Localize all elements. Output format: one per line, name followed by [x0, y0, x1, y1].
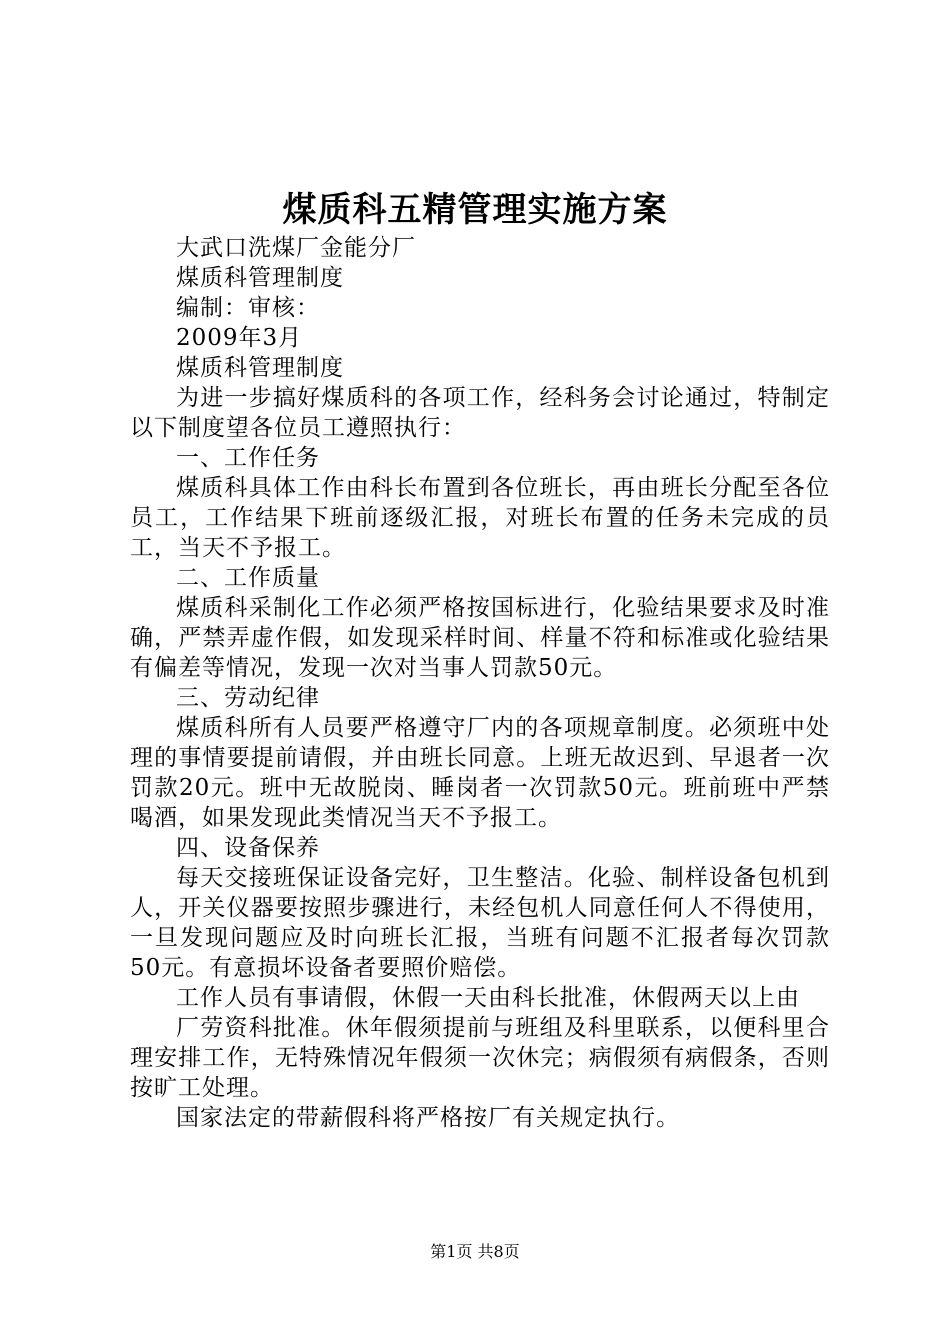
paragraph-leave-continued: 厂劳资科批准。休年假须提前与班组及科里联系，以便科里合理安排工作，无特殊情况年假须一次休完；病假须有病假条，否则按旷工处理。 — [130, 1015, 830, 1101]
document-body — [130, 233, 830, 1133]
paragraph-unit-name: 大武口洗煤厂金能分厂 — [176, 235, 416, 261]
section-heading-equipment: 四、设备保养 — [176, 835, 320, 861]
paragraph-intro: 为进一步搞好煤质科的各项工作，经科务会讨论通过，特制定以下制度望各位员工遵照执行： — [130, 385, 830, 441]
section-heading-tasks: 一、工作任务 — [176, 445, 320, 471]
document-title: 煤质科五精管理实施方案 — [282, 190, 668, 230]
paragraph-equipment: 每天交接班保证设备完好，卫生整洁。化验、制样设备包机到人，开关仪器要按照步骤进行，未经包机人同意任何人不得使用，一旦发现问题应及时向班长汇报，当班有问题不汇报者每次罚款50元。有意损坏设备者要照价赔偿。 — [130, 865, 830, 981]
paragraph-leave: 工作人员有事请假，休假一天由科长批准，休假两天以上由 — [176, 985, 800, 1011]
paragraph-paid-leave: 国家法定的带薪假科将严格按厂有关规定执行。 — [176, 1105, 680, 1131]
page-footer: 第1页 共8页 — [430, 1242, 520, 1261]
paragraph-date: 2009年3月 — [176, 325, 303, 351]
paragraph-discipline: 煤质科所有人员要严格遵守厂内的各项规章制度。必须班中处理的事情要提前请假，并由班长同意。上班无故迟到、早退者一次罚款20元。班中无故脱岗、睡岗者一次罚款50元。班前班中严禁喝酒，如果发现此类情况当天不予报工。 — [130, 715, 830, 831]
section-heading-quality: 二、工作质量 — [176, 565, 320, 591]
paragraph-tasks: 煤质科具体工作由科长布置到各位班长，再由班长分配至各位员工，工作结果下班前逐级汇报，对班长布置的任务未完成的员工，当天不予报工。 — [130, 475, 830, 561]
section-heading-discipline: 三、劳动纪律 — [176, 685, 320, 711]
paragraph-system-name: 煤质科管理制度 — [176, 265, 344, 291]
paragraph-compiler-reviewer: 编制：审核： — [176, 295, 320, 321]
paragraph-quality: 煤质科采制化工作必须严格按国标进行，化验结果要求及时准确，严禁弄虚作假，如发现采样时间、样量不符和标准或化验结果有偏差等情况，发现一次对当事人罚款50元。 — [130, 595, 830, 681]
paragraph-system-heading: 煤质科管理制度 — [176, 355, 344, 381]
